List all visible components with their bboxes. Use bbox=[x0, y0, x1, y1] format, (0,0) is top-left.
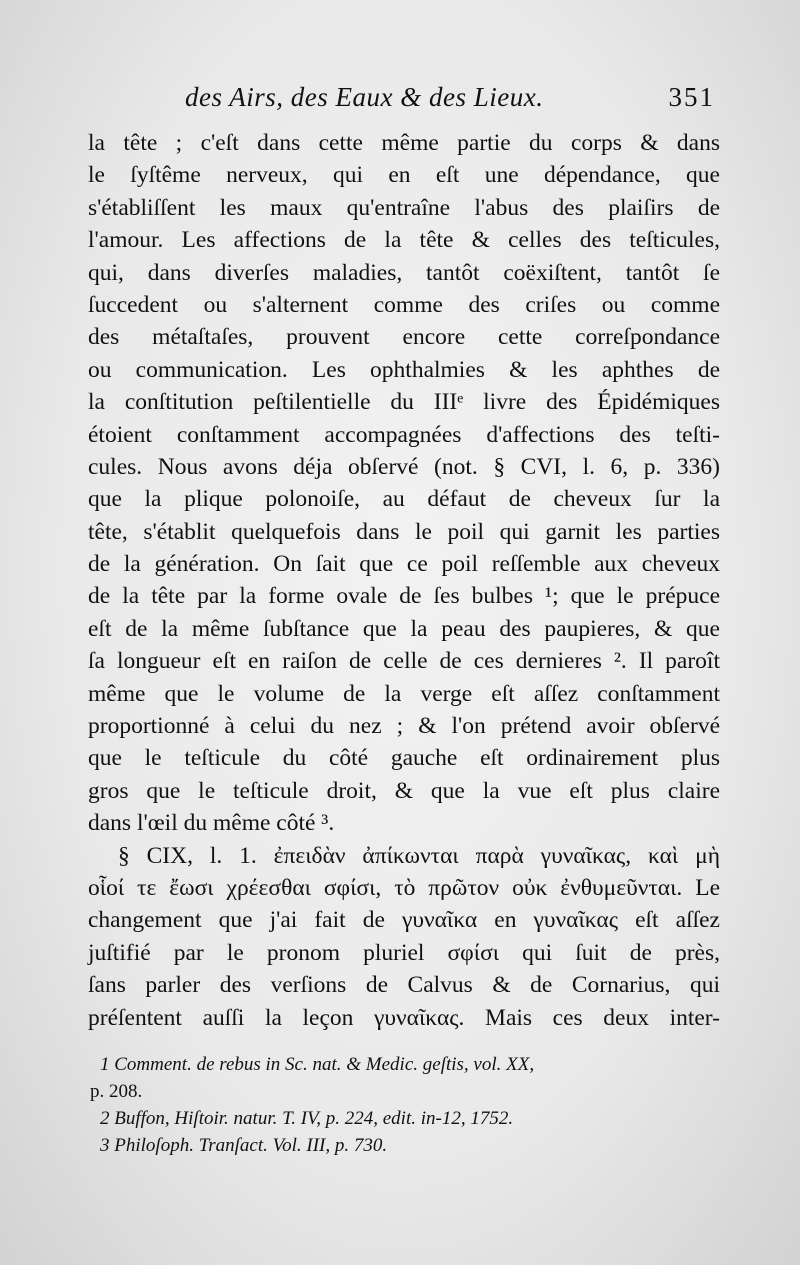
footnote-3: 3 Philoſoph. Tranſact. Vol. III, p. 730. bbox=[100, 1135, 388, 1156]
section-line: juſtifié par le pronom pluriel σφίσι qui ſuit de près, bbox=[88, 939, 720, 966]
section-line: préſentent auſſi la leçon γυναῖκας. Mais ces deux inter- bbox=[88, 1004, 720, 1031]
text-line: que le teſticule du côté gauche eſt ordinairement plus bbox=[88, 745, 720, 772]
footnote-1-continuation: p. 208. bbox=[90, 1081, 143, 1102]
footnote-2: 2 Buffon, Hiſtoir. natur. T. IV, p. 224, edit. in-12, 1752. bbox=[100, 1108, 514, 1129]
section-line: changement que j'ai fait de γυναῖκα en γυναῖκας eſt aſſez bbox=[88, 907, 720, 934]
text-line: la tête ; c'eſt dans cette même partie du corps & dans bbox=[88, 130, 720, 156]
text-line: ſuccedent ou s'alternent comme des criſes ou comme bbox=[88, 291, 720, 318]
footnote-1: 1 Comment. de rebus in Sc. nat. & Medic. geſtis, vol. XX, bbox=[100, 1054, 535, 1075]
running-header bbox=[185, 82, 715, 113]
page-number: 351 bbox=[668, 82, 715, 112]
running-title: des Airs, des Eaux & des Lieux. bbox=[185, 82, 544, 112]
text-line: qui, dans diverſes maladies, tantôt coëxiſtent, tantôt ſe bbox=[88, 259, 720, 286]
text-line: des métaſtaſes, prouvent encore cette correſpondance bbox=[88, 324, 720, 351]
text-line: étoient conſtamment accompagnées d'affections des teſti- bbox=[88, 421, 720, 448]
text-line: ſa longueur eſt en raiſon de celle de ces dernieres ². Il paroît bbox=[88, 648, 720, 675]
text-line: le ſyſtême nerveux, qui en eſt une dépendance, que bbox=[88, 162, 720, 189]
section-line: οἷοί τε ἔωσι χρέεσθαι σφίσι, τὸ πρῶτον οὐκ ἐνθυμεῦνται. Le bbox=[88, 874, 720, 901]
text-line: tête, s'établit quelquefois dans le poil qui garnit les parties bbox=[88, 518, 720, 545]
body-text bbox=[88, 127, 720, 1034]
text-line: s'établiſſent les maux qu'entraîne l'abus des plaiſirs de bbox=[88, 194, 720, 221]
text-line: l'amour. Les affections de la tête & celles des teſticules, bbox=[88, 227, 720, 254]
footnotes bbox=[90, 1051, 720, 1159]
section-line: ſans parler des verſions de Calvus & de Cornarius, qui bbox=[88, 972, 720, 999]
text-line: cules. Nous avons déja obſervé (not. § CVI, l. 6, p. 336) bbox=[88, 453, 720, 480]
text-line: la conſtitution peſtilentielle du IIIᵉ livre des Épidémiques bbox=[88, 389, 720, 416]
text-line: de la tête par la forme ovale de ſes bulbes ¹; que le prépuce bbox=[88, 583, 720, 610]
text-line: gros que le teſticule droit, & que la vue eſt plus claire bbox=[88, 777, 720, 804]
text-line: ou communication. Les ophthalmies & les aphthes de bbox=[88, 356, 720, 383]
text-line: même que le volume de la verge eſt aſſez conſtamment bbox=[88, 680, 720, 707]
text-line: que la plique polonoiſe, au défaut de cheveux ſur la bbox=[88, 486, 720, 513]
text-line: proportionné à celui du nez ; & l'on prétend avoir obſervé bbox=[88, 713, 720, 740]
section-line: § CIX, l. 1. ἐπειδὰν ἀπίκωνται παρὰ γυναῖκας, καὶ μὴ bbox=[118, 842, 720, 869]
text-line: dans l'œil du même côté ³. bbox=[88, 810, 335, 837]
text-line: de la génération. On ſait que ce poil reſſemble aux cheveux bbox=[88, 551, 720, 578]
text-line: eſt de la même ſubſtance que la peau des paupieres, & que bbox=[88, 615, 720, 642]
